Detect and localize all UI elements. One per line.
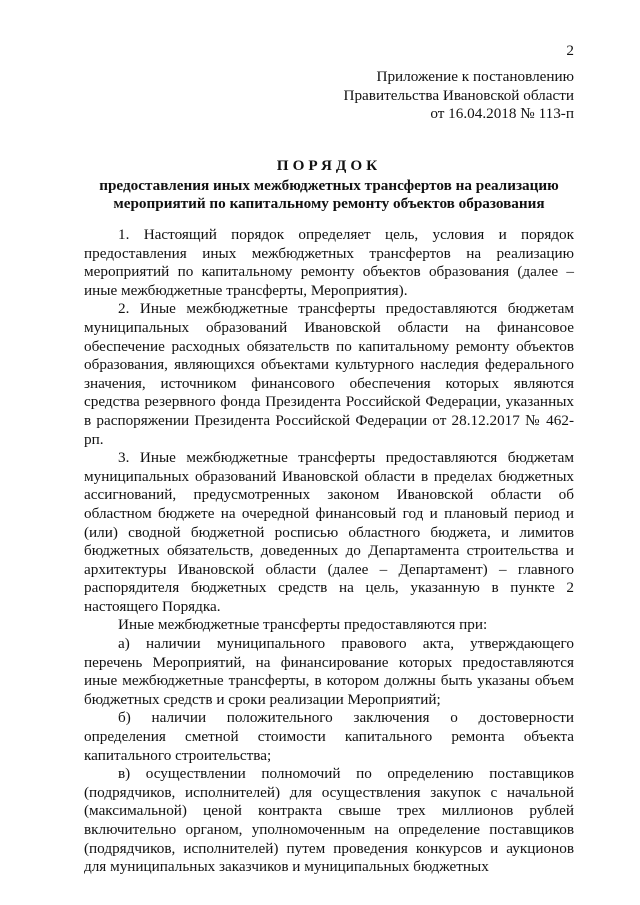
paragraph-3: 3. Иные межбюджетные трансферты предоставляются бюджетам муниципальных образований Ивановской области в пределах бюджетных ассигнований, предусмотренных законом Ивановской области об областном бюджете на очередной финансовый год и плановый период и (или) сводной бюджетной росписью областного бюджета, и лимитов бюджетных обязательств, доведенных до Департамента строительства и архитектуры Ивановской области (далее – Департамент) – главного распорядителя бюджетных средств на цель, указанную в пункте 2 настоящего Порядка. <box>84 449 574 615</box>
document-header <box>0 68 574 124</box>
header-line-1: Приложение к постановлению <box>376 68 574 85</box>
paragraph-2: 2. Иные межбюджетные трансферты предоставляются бюджетам муниципальных образований Ивановской области на финансовое обеспечение расходных обязательств по капитальному ремонту объектов образования, являющихся объектами культурного наследия федерального значения, источником финансового обеспечения которых являются средства резервного фонда Президента Российской Федерации, указанных в распоряжении Президента Российской Федерации от 28.12.2017 № 462-рп. <box>84 300 574 448</box>
condition-a: а) наличии муниципального правового акта, утверждающего перечень Мероприятий, на финансирование которых предоставляются иные межбюджетные трансферты, в котором должны быть указаны объем бюджетных средств и сроки реализации Мероприятий; <box>84 635 574 708</box>
title-line-2: мероприятий по капитальному ремонту объектов образования <box>113 195 545 213</box>
paragraph-1: 1. Настоящий порядок определяет цель, условия и порядок предоставления иных межбюджетных трансфертов на реализацию мероприятий по капитальному ремонту объектов образования (далее – иные межбюджетные трансферты, Мероприятия). <box>84 226 574 299</box>
page-number: 2 <box>566 42 574 59</box>
title-line-1: предоставления иных межбюджетных трансфертов на реализацию <box>99 176 559 194</box>
condition-b: б) наличии положительного заключения о достоверности определения сметной стоимости капитального ремонта объекта капитального строительства; <box>84 709 574 764</box>
title-main: ПОРЯДОК <box>276 157 382 174</box>
header-line-3: от 16.04.2018 № 113-п <box>430 105 574 123</box>
condition-v: в) осуществлении полномочий по определению поставщиков (подрядчиков, исполнителей) для осуществления закупок с начальной (максимальной) ценой контракта свыше трех миллионов рублей включительно органом, уполномоченным на определение поставщиков (подрядчиков, исполнителей) путем проведения конкурсов и аукционов для муниципальных заказчиков и муниципальных бюджетных <box>84 765 574 876</box>
paragraph-conditions-intro: Иные межбюджетные трансферты предоставляются при: <box>118 616 488 634</box>
document-title <box>84 157 574 214</box>
document-body <box>84 226 574 877</box>
header-line-2: Правительства Ивановской области <box>343 86 574 104</box>
